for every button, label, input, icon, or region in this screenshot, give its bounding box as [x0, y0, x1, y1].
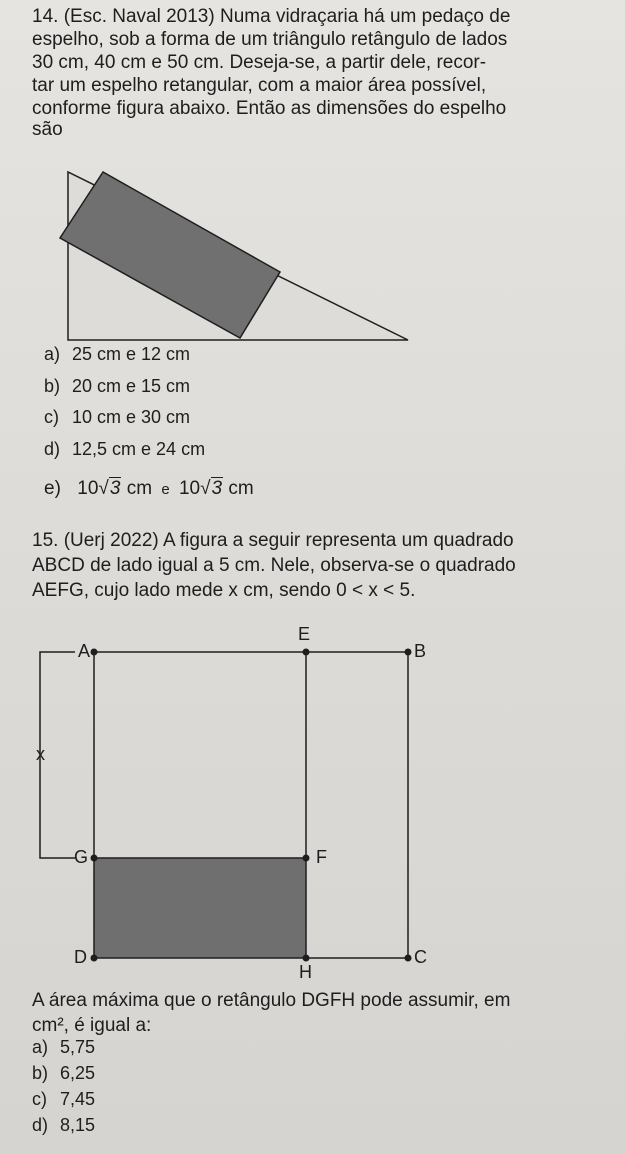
q14-line: espelho, sob a forma de um triângulo retângulo de lados [32, 29, 508, 50]
q14-triangle-figure [40, 150, 420, 345]
q15-line: AEFG, cujo lado mede x cm, sendo 0 < x < 5. [32, 580, 416, 601]
option-a[interactable]: a) 25 cm e 12 cm [44, 344, 191, 364]
question-15 [32, 530, 592, 601]
point-a [91, 649, 98, 656]
label-d: D [74, 947, 87, 967]
q14-line: são [32, 119, 63, 140]
q15-squares-figure [30, 620, 450, 980]
x-dimension-bracket [40, 652, 75, 858]
option-e[interactable]: e) 10√3 cm e 10√3 cm [44, 478, 254, 499]
point-b [405, 649, 412, 656]
q15-prompt-line: cm², é igual a: [32, 1015, 152, 1036]
q14-line: 30 cm, 40 cm e 50 cm. Deseja-se, a partir dele, recor- [32, 52, 487, 73]
q15-line: ABCD de lado igual a 5 cm. Nele, observa-se o quadrado [32, 555, 516, 576]
label-x: x [36, 744, 45, 764]
point-f [303, 855, 310, 862]
point-d [91, 955, 98, 962]
q15-options [32, 1034, 95, 1138]
label-c: C [414, 947, 427, 967]
point-c [405, 955, 412, 962]
option-c[interactable]: c) 10 cm e 30 cm [44, 407, 191, 427]
q14-header: 14. (Esc. Naval 2013) Numa vidraçaria há um pedaço de [32, 6, 511, 27]
q15-prompt [32, 990, 592, 1036]
label-b: B [414, 641, 427, 661]
point-h [303, 955, 310, 962]
q15-line: 15. (Uerj 2022) A figura a seguir representa um quadrado [32, 530, 514, 551]
q14-options [44, 340, 254, 503]
question-14 [32, 6, 592, 140]
option-d[interactable]: d) 8,15 [32, 1115, 96, 1135]
option-b[interactable]: b) 20 cm e 15 cm [44, 376, 191, 396]
label-g: G [74, 847, 89, 867]
label-a: A [78, 641, 91, 661]
option-b[interactable]: b) 6,25 [32, 1063, 96, 1083]
label-h: H [299, 962, 312, 980]
point-e [303, 649, 310, 656]
label-e: E [298, 624, 311, 644]
point-g [91, 855, 98, 862]
option-d[interactable]: d) 12,5 cm e 24 cm [44, 439, 206, 459]
q14-line: conforme figura abaixo. Então as dimensões do espelho [32, 98, 507, 119]
label-f: F [316, 847, 327, 867]
rectangle-dgfh [94, 858, 306, 958]
option-c[interactable]: c) 7,45 [32, 1089, 96, 1109]
option-a[interactable]: a) 5,75 [32, 1037, 96, 1057]
q14-line: tar um espelho retangular, com a maior área possível, [32, 75, 487, 96]
q15-prompt-line: A área máxima que o retângulo DGFH pode assumir, em [32, 990, 511, 1011]
